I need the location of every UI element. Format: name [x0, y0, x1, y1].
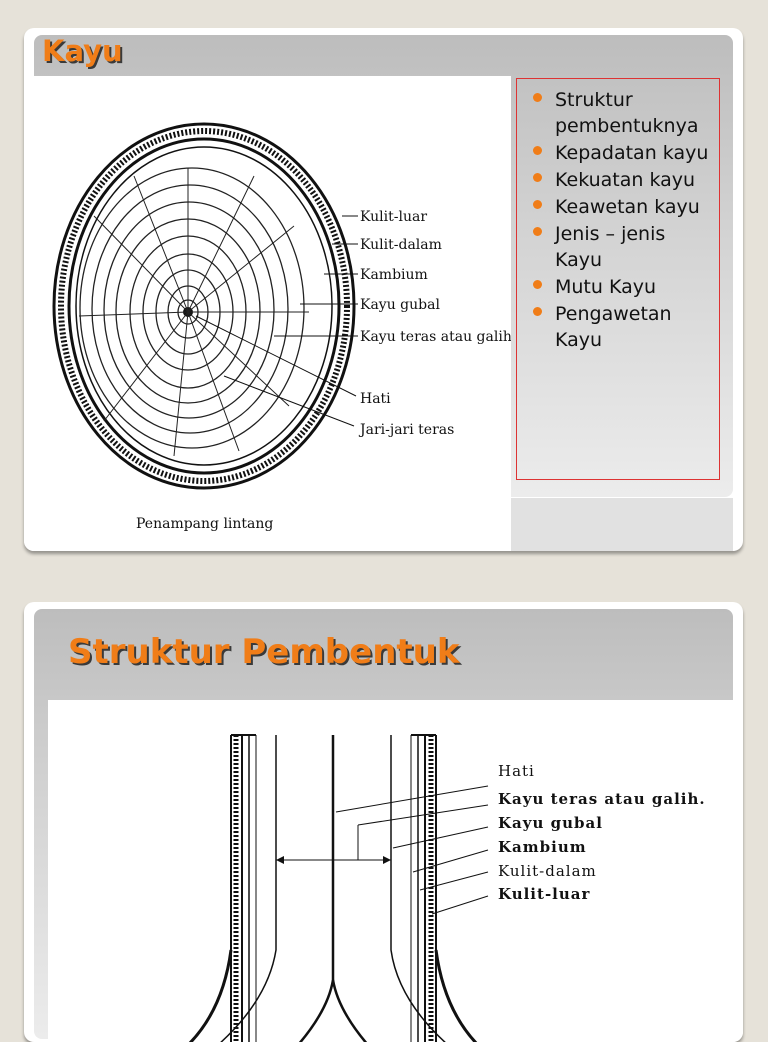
slide-title: Kayu — [42, 34, 123, 68]
slide-kayu — [24, 28, 743, 551]
label-kayu-gubal: Kayu gubal — [498, 814, 603, 832]
bullet-icon — [533, 93, 542, 102]
label-kulit-dalam: Kulit-dalam — [360, 237, 442, 253]
label-kayu-gubal: Kayu gubal — [360, 297, 440, 313]
label-hati: Hati — [498, 762, 535, 780]
label-kayu-teras: Kayu teras atau galih — [360, 329, 511, 345]
list-item: Keawetan kayu — [533, 194, 715, 220]
list-item: Kepadatan kayu — [533, 140, 715, 166]
list-item: Mutu Kayu — [533, 274, 715, 300]
list-item: Jenis – jenis Kayu — [533, 221, 715, 273]
bullet-icon — [533, 227, 542, 236]
list-item: Struktur pembentuknya — [533, 87, 715, 139]
label-hati: Hati — [360, 391, 391, 407]
label-kambium: Kambium — [360, 267, 428, 283]
topic-list — [533, 87, 715, 353]
bullet-icon — [533, 173, 542, 182]
label-kayu-teras: Kayu teras atau galih. — [498, 790, 706, 808]
cross-section-diagram — [24, 76, 511, 551]
label-jari-jari-teras: Jari-jari teras — [360, 422, 455, 438]
topic-list-box — [516, 78, 720, 480]
label-kambium: Kambium — [498, 838, 587, 856]
bullet-icon — [533, 146, 542, 155]
label-kulit-luar: Kulit-luar — [360, 209, 428, 225]
bullet-icon — [533, 280, 542, 289]
label-kulit-dalam: Kulit-dalam — [498, 862, 597, 880]
bullet-icon — [533, 307, 542, 316]
footer-strip — [511, 498, 733, 551]
bullet-icon — [533, 200, 542, 209]
list-item: Pengawetan Kayu — [533, 301, 715, 353]
longitudinal-drawing — [48, 700, 743, 1042]
diagram-caption: Penampang lintang — [136, 516, 274, 532]
longitudinal-section-diagram — [48, 700, 743, 1042]
list-item: Kekuatan kayu — [533, 167, 715, 193]
cross-section-drawing — [24, 76, 511, 551]
label-kulit-luar: Kulit-luar — [498, 885, 591, 903]
slide-struktur-pembentuk — [24, 602, 743, 1042]
slide-title: Struktur Pembentuk — [68, 632, 460, 672]
